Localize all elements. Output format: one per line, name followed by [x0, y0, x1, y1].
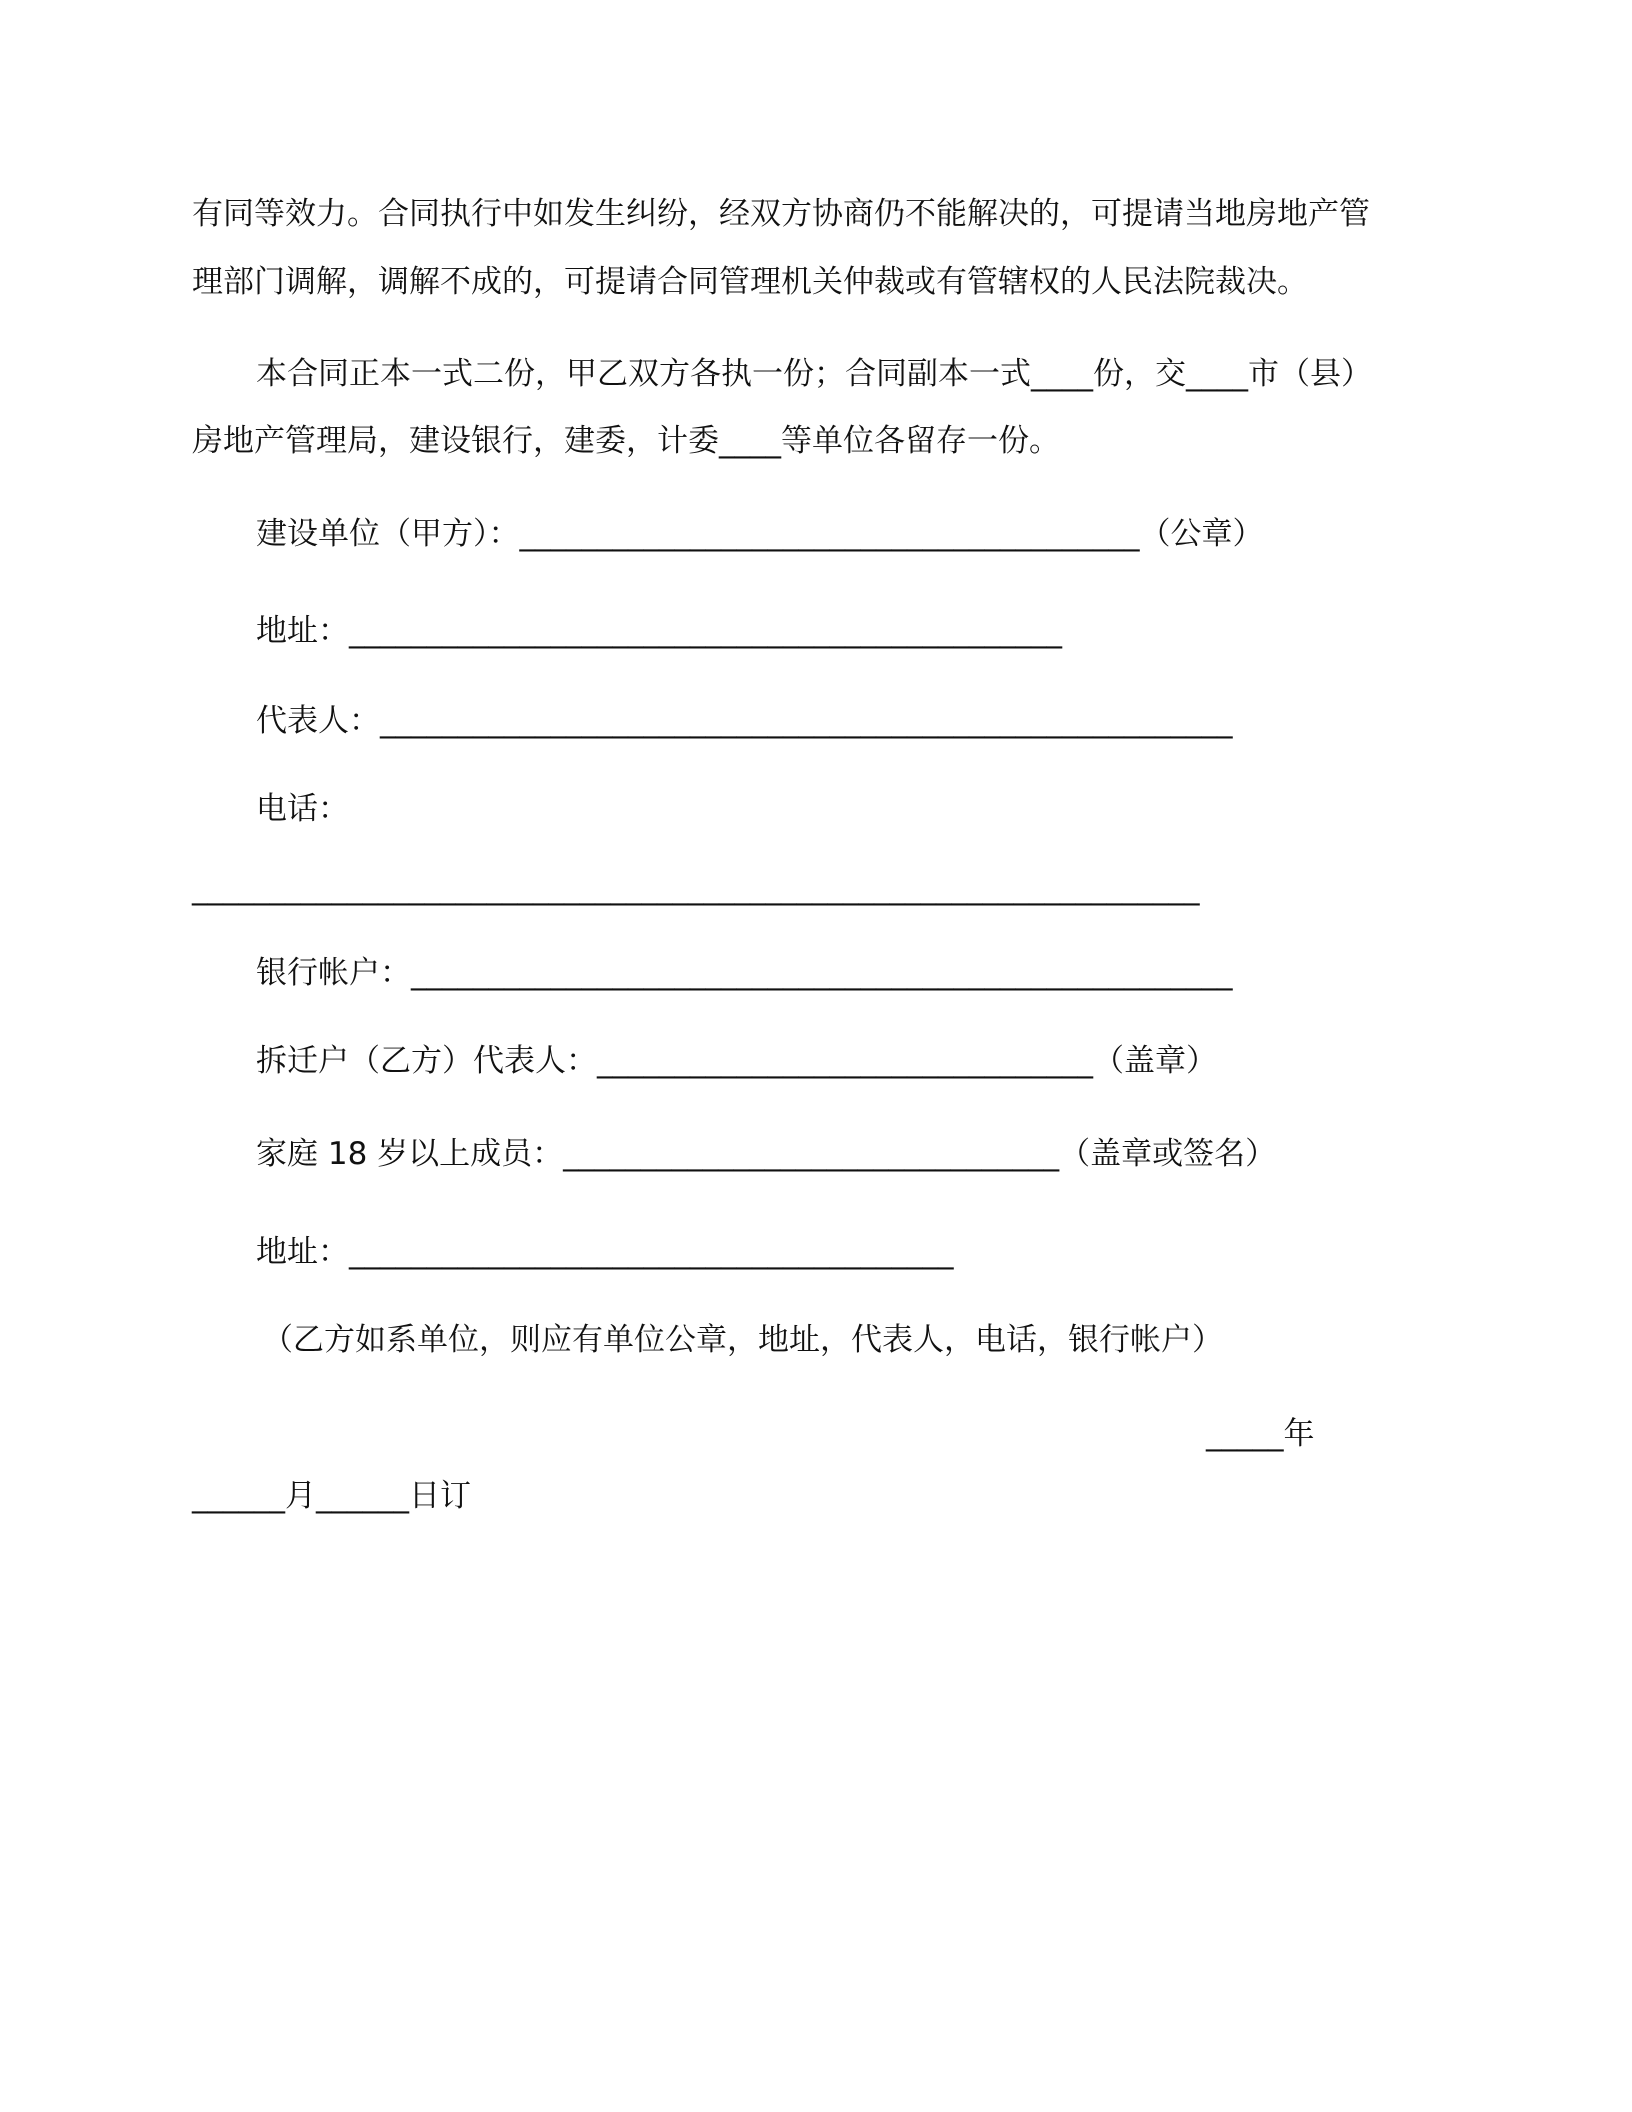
date-month-day-field: ______月______日订 [192, 1478, 471, 1514]
family-members-field: 家庭 18 岁以上成员：________________________________（盖章或签名） [256, 1136, 1277, 1172]
party-a-bank-account-field: 银行帐户：_____________________________________________________ [256, 955, 1233, 991]
party-b-representative-field: 拆迁户（乙方）代表人：________________________________（盖章） [256, 1043, 1217, 1079]
party-a-representative-field: 代表人：_______________________________________________________ [256, 703, 1233, 739]
party-a-phone-label: 电话： [256, 791, 349, 827]
party-a-phone-blank: _________________________________________________________________ [192, 870, 1200, 906]
party-b-unit-note: （乙方如系单位，则应有单位公章，地址，代表人，电话，银行帐户） [262, 1322, 1223, 1358]
copies-paragraph-line: 房地产管理局，建设银行，建委，计委____等单位各留存一份。 [192, 423, 1060, 459]
copies-paragraph-line: 本合同正本一式二份，甲乙双方各执一份；合同副本一式____份，交____市（县） [256, 356, 1372, 392]
contract-paragraph-line: 理部门调解，调解不成的，可提请合同管理机关仲裁或有管辖权的人民法院裁决。 [192, 264, 1308, 300]
party-a-unit-field: 建设单位（甲方）：________________________________________（公章） [256, 516, 1264, 552]
party-a-address-field: 地址：______________________________________________ [256, 613, 1062, 649]
party-b-address-field: 地址：_______________________________________ [256, 1234, 954, 1270]
date-year-field: _____年 [1206, 1416, 1315, 1452]
contract-paragraph-line: 有同等效力。合同执行中如发生纠纷，经双方协商仍不能解决的，可提请当地房地产管 [192, 196, 1370, 232]
